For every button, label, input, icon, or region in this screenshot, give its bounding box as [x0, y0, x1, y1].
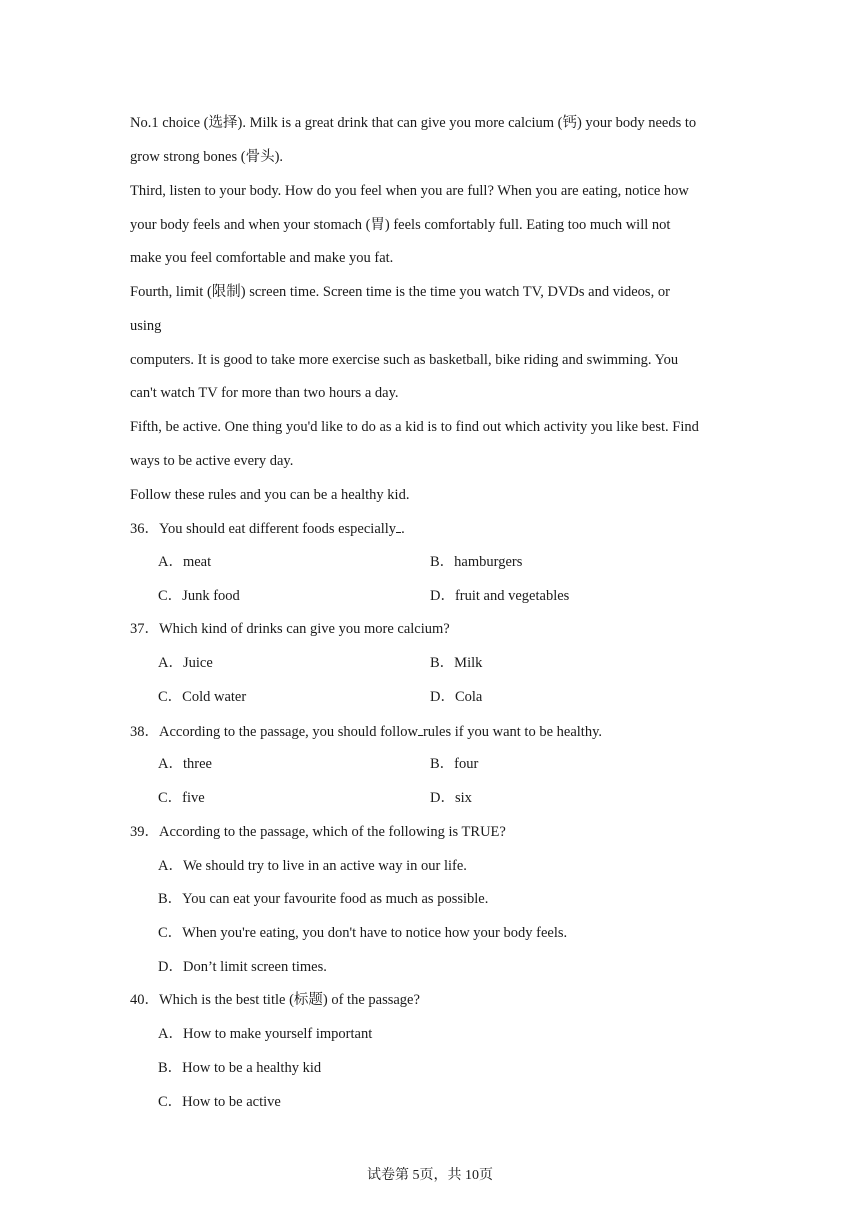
question-text: 38．According to the passage, you should follow: [130, 724, 418, 740]
passage-line: Fifth, be active. One thing you'd like to do as a kid is to find out which activity you like best. Find: [130, 419, 699, 435]
passage-line: Fourth, limit (限制) screen time. Screen time is the time you watch TV, DVDs and videos, or: [130, 284, 670, 300]
question-text: .: [401, 521, 405, 537]
option-36-c[interactable]: C．Junk food: [158, 588, 240, 604]
option-39-d[interactable]: D．Don’t limit screen times.: [158, 959, 327, 975]
option-40-a[interactable]: A．How to make yourself important: [158, 1026, 373, 1042]
option-40-c[interactable]: C．How to be active: [158, 1094, 281, 1110]
option-38-b[interactable]: B．four: [430, 756, 479, 772]
passage-line: Follow these rules and you can be a healthy kid.: [130, 487, 410, 503]
option-36-d[interactable]: D．fruit and vegetables: [430, 588, 570, 604]
option-37-a[interactable]: A．Juice: [158, 655, 213, 671]
option-38-d[interactable]: D．six: [430, 790, 472, 806]
passage-line: your body feels and when your stomach (胃) feels comfortably full. Eating too much will not: [130, 217, 671, 233]
question-text: 36．You should eat different foods especially: [130, 521, 397, 537]
option-38-c[interactable]: C．five: [158, 790, 205, 806]
passage-line: Third, listen to your body. How do you feel when you are full? When you are eating, notice how: [130, 183, 689, 199]
passage-line: No.1 choice (选择). Milk is a great drink that can give you more calcium (钙) your body needs to: [130, 115, 697, 131]
question-37-stem: 37．Which kind of drinks can give you more calcium?: [130, 621, 450, 637]
option-36-b[interactable]: B．hamburgers: [430, 554, 523, 570]
passage-line: grow strong bones (骨头).: [130, 149, 284, 165]
option-39-b[interactable]: B．You can eat your favourite food as much as possible.: [158, 891, 489, 907]
passage-line: computers. It is good to take more exercise such as basketball, bike riding and swimming. You: [130, 352, 679, 368]
question-text: rules if you want to be healthy.: [422, 724, 603, 740]
option-38-a[interactable]: A．three: [158, 756, 212, 772]
question-39-stem: 39．According to the passage, which of the following is TRUE?: [130, 824, 506, 840]
question-40-stem: 40．Which is the best title (标题) of the passage?: [130, 992, 420, 1008]
passage-line: using: [130, 318, 162, 334]
question-36-stem: [130, 518, 405, 539]
option-39-c[interactable]: C．When you're eating, you don't have to notice how your body feels.: [158, 925, 568, 941]
passage-line: can't watch TV for more than two hours a day.: [130, 385, 399, 401]
option-39-a[interactable]: A．We should try to live in an active way in our life.: [158, 858, 467, 874]
option-36-a[interactable]: A．meat: [158, 554, 212, 570]
option-40-b[interactable]: B．How to be a healthy kid: [158, 1060, 322, 1076]
passage-line: ways to be active every day.: [130, 453, 294, 469]
question-38-stem: [130, 721, 602, 742]
option-37-b[interactable]: B．Milk: [430, 655, 483, 671]
page-footer: 试卷第 5页，共 10页: [367, 1168, 493, 1183]
option-37-d[interactable]: D．Cola: [430, 689, 483, 705]
passage-line: make you feel comfortable and make you fat.: [130, 250, 394, 266]
option-37-c[interactable]: C．Cold water: [158, 689, 247, 705]
